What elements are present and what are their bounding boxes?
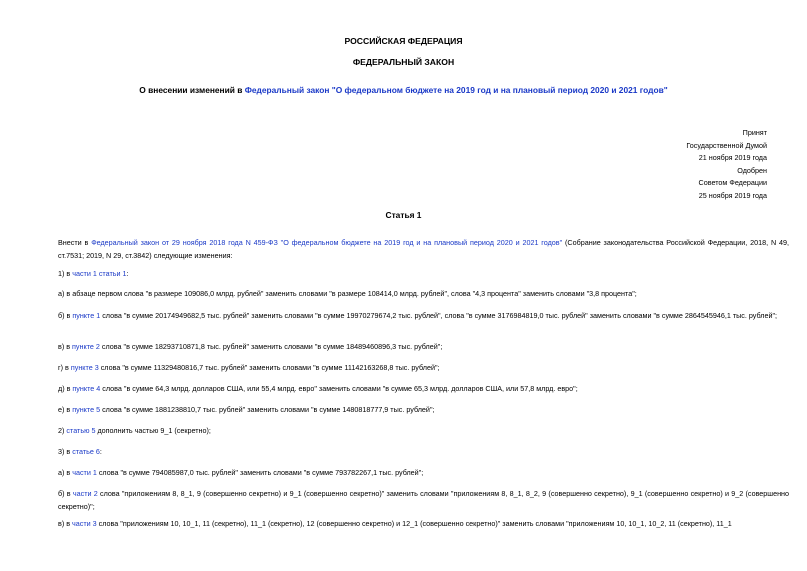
item-3b-link[interactable]: части 2	[72, 489, 98, 498]
item-text-tail: слова "в сумме 1881238810,7 тыс. рублей" заменить словами "в сумме 1480818777,9 тыс. рублей";	[100, 405, 435, 414]
intro-law-link[interactable]: Федеральный закон от 29 ноября 2018 года N 459-ФЗ "О федеральном бюджете на 2019 год и на плановый период 2020 и 2021 годов"	[91, 238, 563, 247]
item-text: д) в	[58, 384, 73, 393]
item-text-tail: слова "в сумме 794085987,0 тыс. рублей" заменить словами "в сумме 793782267,1 тыс. рублей";	[96, 468, 424, 477]
item-1v	[36, 341, 789, 354]
item-text: в) в	[58, 519, 73, 528]
item-text: б) в	[58, 311, 73, 320]
item-text-tail: слова "в сумме 20174949682,5 тыс. рублей" заменить словами "в сумме 19970279674,2 тыс. рублей", слова "в сумме 3176984819,0 тыс. рублей" заменить словами "в сумме 2864545946,1 тыс. рублей";	[100, 311, 778, 320]
item-3	[36, 446, 789, 459]
item-text-tail: :	[99, 447, 102, 456]
item-1b-link[interactable]: пункте 1	[72, 311, 101, 320]
item-3b	[36, 488, 789, 514]
intro-text: Внести в	[58, 238, 92, 247]
approval-line: 25 ноября 2019 года	[698, 190, 767, 200]
item-1g	[36, 362, 789, 375]
item-text: 2)	[58, 426, 67, 435]
item-text: 3) в	[58, 447, 73, 456]
approval-line: Одобрен	[737, 165, 767, 175]
item-1v-link[interactable]: пункте 2	[72, 342, 100, 351]
intro-text-tail: (Собрание законодательства Российской Федерации, 2018, N 49, ст.7531; 2019, N 29, ст.3842) следующие изменения:	[58, 238, 789, 260]
law-title-link[interactable]: Федеральный закон "О федеральном бюджете на 2019 год и на плановый период 2020 и 2021 годов"	[244, 85, 668, 95]
item-text: г) в	[58, 363, 71, 372]
item-3v	[36, 518, 789, 531]
article-title: Статья 1	[385, 210, 422, 220]
item-3v-link[interactable]: части 3	[72, 519, 97, 528]
item-3a	[36, 467, 789, 480]
item-text-tail: слова "приложениям 8, 8_1, 9 (совершенно секретно) и 9_1 (совершенно секретно)" заменить словами "приложениям 8, 8_1, 8_2, 9 (совершенно секретно), 9_1 (совершенно секретно) и 9_2 (совершенно секретно)";	[58, 489, 790, 511]
approval-line: 21 ноября 2019 года	[698, 153, 767, 162]
article-intro	[36, 237, 789, 263]
item-text-tail: дополнить частью 9_1 (секретно);	[95, 426, 211, 435]
item-1-link[interactable]: части 1 статьи 1	[72, 269, 127, 278]
item-text-tail: слова "в сумме 11329480816,7 тыс. рублей" заменить словами "в сумме 11142163268,8 тыс. рублей";	[98, 363, 440, 372]
item-text: б) в	[58, 489, 73, 498]
item-text: а) в абзаце первом слова "в размере 109086,0 млрд. рублей" заменить словами "в размере 108414,0 млрд. рублей", слова "4,3 процента" заменить словами "3,8 процента";	[58, 289, 637, 298]
item-text-tail: слова "в сумме 18293710871,8 тыс. рублей" заменить словами "в сумме 18489460896,3 тыс. рублей";	[99, 342, 443, 351]
law-title	[0, 85, 807, 95]
item-1a	[36, 288, 789, 301]
item-3a-link[interactable]: части 1	[72, 468, 97, 477]
item-text-tail: :	[126, 269, 129, 278]
item-text: е) в	[58, 405, 73, 414]
item-1e	[36, 404, 789, 417]
item-1g-link[interactable]: пункте 3	[70, 363, 99, 372]
item-text-tail: слова "в сумме 64,3 млрд. долларов США, или 55,4 млрд. евро" заменить словами "в сумме 65,3 млрд. долларов США, или 57,8 млрд. евро";	[100, 384, 578, 393]
law-title-prefix: О внесении изменений в	[139, 85, 245, 95]
item-1d-link[interactable]: пункте 4	[72, 384, 101, 393]
approval-block	[686, 127, 767, 202]
item-text-tail: слова "приложениям 10, 10_1, 11 (секретно), 11_1 (секретно), 12 (совершенно секретно) и 12_1 (совершенно секретно)" заменить словами "приложениям 10, 10_1, 10_2, 11 (секретно), 11_1	[96, 519, 732, 528]
item-1	[36, 268, 789, 281]
item-text: 1) в	[58, 269, 73, 278]
approval-line: Советом Федерации	[698, 178, 767, 187]
doc-type-heading: ФЕДЕРАЛЬНЫЙ ЗАКОН	[352, 57, 455, 67]
item-2-link[interactable]: статью 5	[66, 426, 96, 435]
item-3-link[interactable]: статье 6	[72, 447, 100, 456]
item-1d	[36, 383, 789, 396]
item-1e-link[interactable]: пункте 5	[72, 405, 101, 414]
item-text: а) в	[58, 468, 73, 477]
item-1b	[36, 310, 789, 323]
country-heading: РОССИЙСКАЯ ФЕДЕРАЦИЯ	[344, 36, 463, 46]
item-2	[36, 425, 789, 438]
item-text: в) в	[58, 342, 73, 351]
approval-line: Государственной Думой	[686, 140, 767, 150]
approval-line: Принят	[742, 128, 767, 137]
